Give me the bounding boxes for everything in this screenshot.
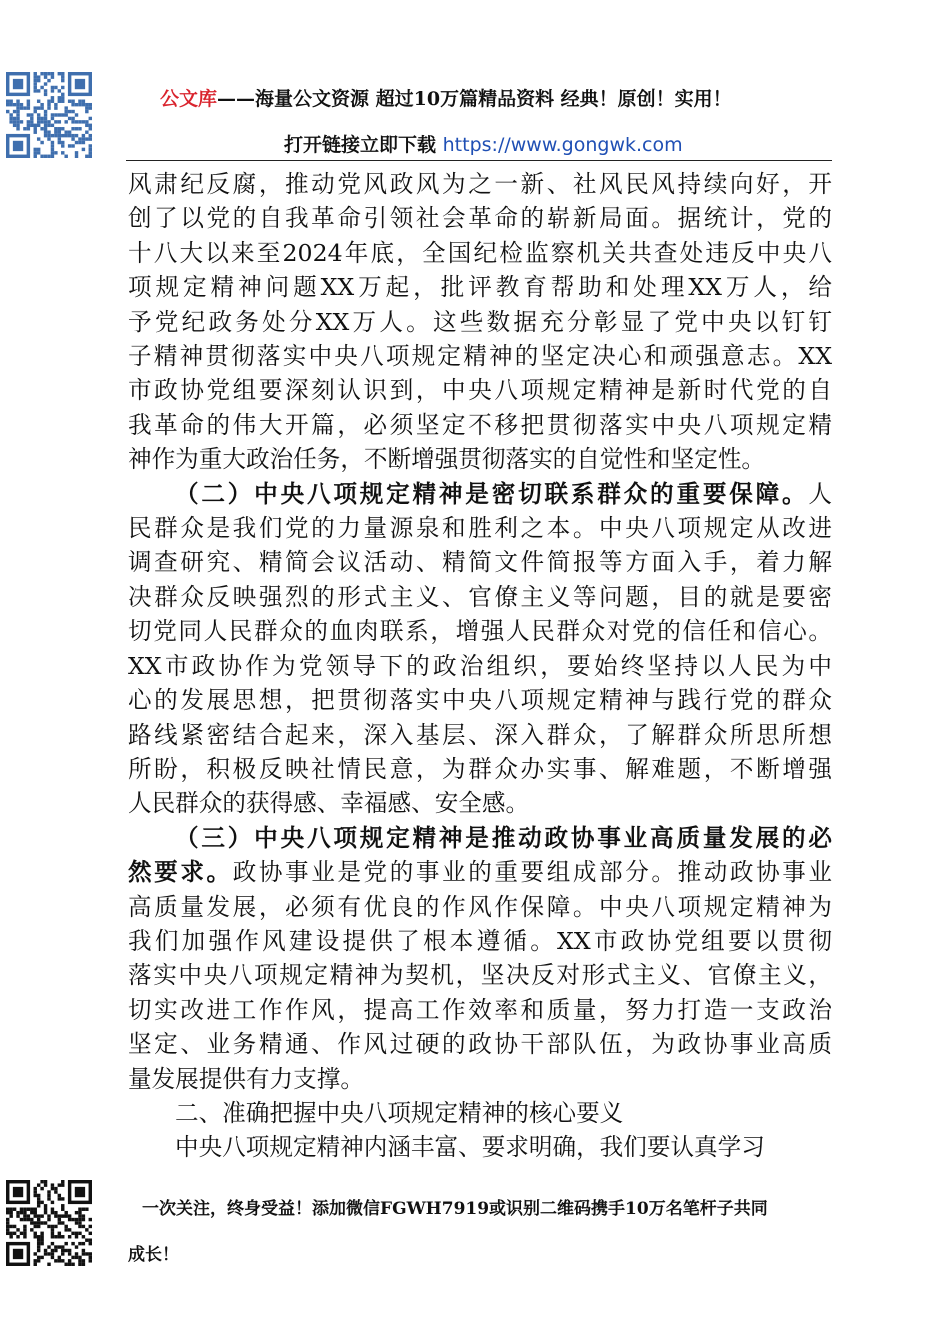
download-link[interactable]: https://www.gongwk.com — [442, 134, 683, 156]
body-line: 所盼，积极反映社情民意，为群众办实事、解难题，不断增强 — [128, 754, 832, 783]
section-2-title: （二）中央八项规定精神是密切联系群众的重要保障。 — [175, 479, 809, 508]
section-3-text: 政协事业是党的事业的重要组成部分。推动政协事业 — [232, 858, 833, 887]
section-heading: 二、准确把握中央八项规定精神的核心要义 — [175, 1098, 624, 1127]
qr-code-icon — [6, 1180, 92, 1266]
section-3-title-end: 然要求。 — [128, 858, 233, 887]
header-divider — [126, 160, 832, 161]
body-line: 调查研究、精简会议活动、精简文件简报等方面入手，着力解 — [128, 548, 832, 577]
section-3-title: （三）中央八项规定精神是推动政协事业高质量发展的必 — [175, 823, 832, 852]
body-line: 中央八项规定精神内涵丰富、要求明确，我们要认真学习 — [175, 1133, 765, 1162]
body-line: 落实中央八项规定精神为契机，坚决反对形式主义、官僚主义， — [128, 961, 832, 990]
footer-promo-end: 成长！ — [128, 1245, 179, 1265]
header-banner — [160, 84, 732, 111]
body-line: 切党同人民群众的血肉联系，增强人民群众对党的信任和信心。 — [128, 617, 832, 646]
download-line — [284, 130, 683, 157]
section-3-first-line — [128, 855, 832, 889]
footer-promo: 一次关注，终身受益！添加微信FGWH7919或识别二维码携手10万名笔杆子共同 — [142, 1199, 768, 1219]
body-line: 民群众是我们党的力量源泉和胜利之本。中央八项规定从改进 — [128, 514, 832, 543]
body-line: 人民群众的获得感、幸福感、安全感。 — [128, 789, 530, 818]
qr-code-icon — [6, 72, 92, 158]
body-line: 市政协党组要深刻认识到，中央八项规定精神是新时代党的自 — [128, 376, 832, 405]
body-line: 神作为重大政治任务，不断增强贯彻落实的自觉性和坚定性。 — [128, 445, 766, 474]
body-line: 坚定、业务精通、作风过硬的政协干部队伍，为政协事业高质 — [128, 1030, 832, 1059]
section-2-first-line — [128, 477, 832, 511]
body-line: XX市政协作为党领导下的政治组织，要始终坚持以人民为中 — [128, 651, 832, 680]
body-line: 我们加强作风建设提供了根本遵循。XX市政协党组要以贯彻 — [128, 926, 832, 955]
section-2-text: 人 — [808, 479, 832, 508]
body-line: 风肃纪反腐，推动党风政风为之一新、社风民风持续向好，开 — [128, 170, 832, 198]
brand-name: 公文库 — [160, 88, 218, 110]
document-body — [128, 167, 832, 1165]
body-line: 我革命的伟大开篇，必须坚定不移把贯彻落实中央八项规定精 — [128, 410, 832, 439]
body-line: 路线紧密结合起来，深入基层、深入群众，了解群众所思所想 — [128, 720, 832, 749]
body-line: 子精神贯彻落实中央八项规定精神的坚定决心和顽强意志。XX — [128, 342, 832, 371]
body-line: 予党纪政务处分XX万人。这些数据充分彰显了党中央以钉钉 — [128, 307, 832, 336]
body-line: 高质量发展，必须有优良的作风作保障。中央八项规定精神为 — [128, 892, 832, 921]
download-prefix: 打开链接立即下载 — [284, 134, 437, 156]
body-line: 量发展提供有力支撑。 — [128, 1064, 364, 1093]
header-tagline: ——海量公文资源 超过10万篇精品资料 经典！原创！实用！ — [217, 88, 732, 110]
body-line: 十八大以来至2024年底，全国纪检监察机关共查处违反中央八 — [128, 238, 832, 267]
body-line: 决群众反映强烈的形式主义、官僚主义等问题，目的就是要密 — [128, 582, 832, 611]
body-line: 项规定精神问题XX万起，批评教育帮助和处理XX万人，给 — [128, 273, 832, 302]
body-line: 创了以党的自我革命引领社会革命的崭新局面。据统计，党的 — [128, 204, 832, 233]
body-line: 切实改进工作作风，提高工作效率和质量，努力打造一支政治 — [128, 995, 832, 1024]
body-line: 心的发展思想，把贯彻落实中央八项规定精神与践行党的群众 — [128, 686, 832, 715]
